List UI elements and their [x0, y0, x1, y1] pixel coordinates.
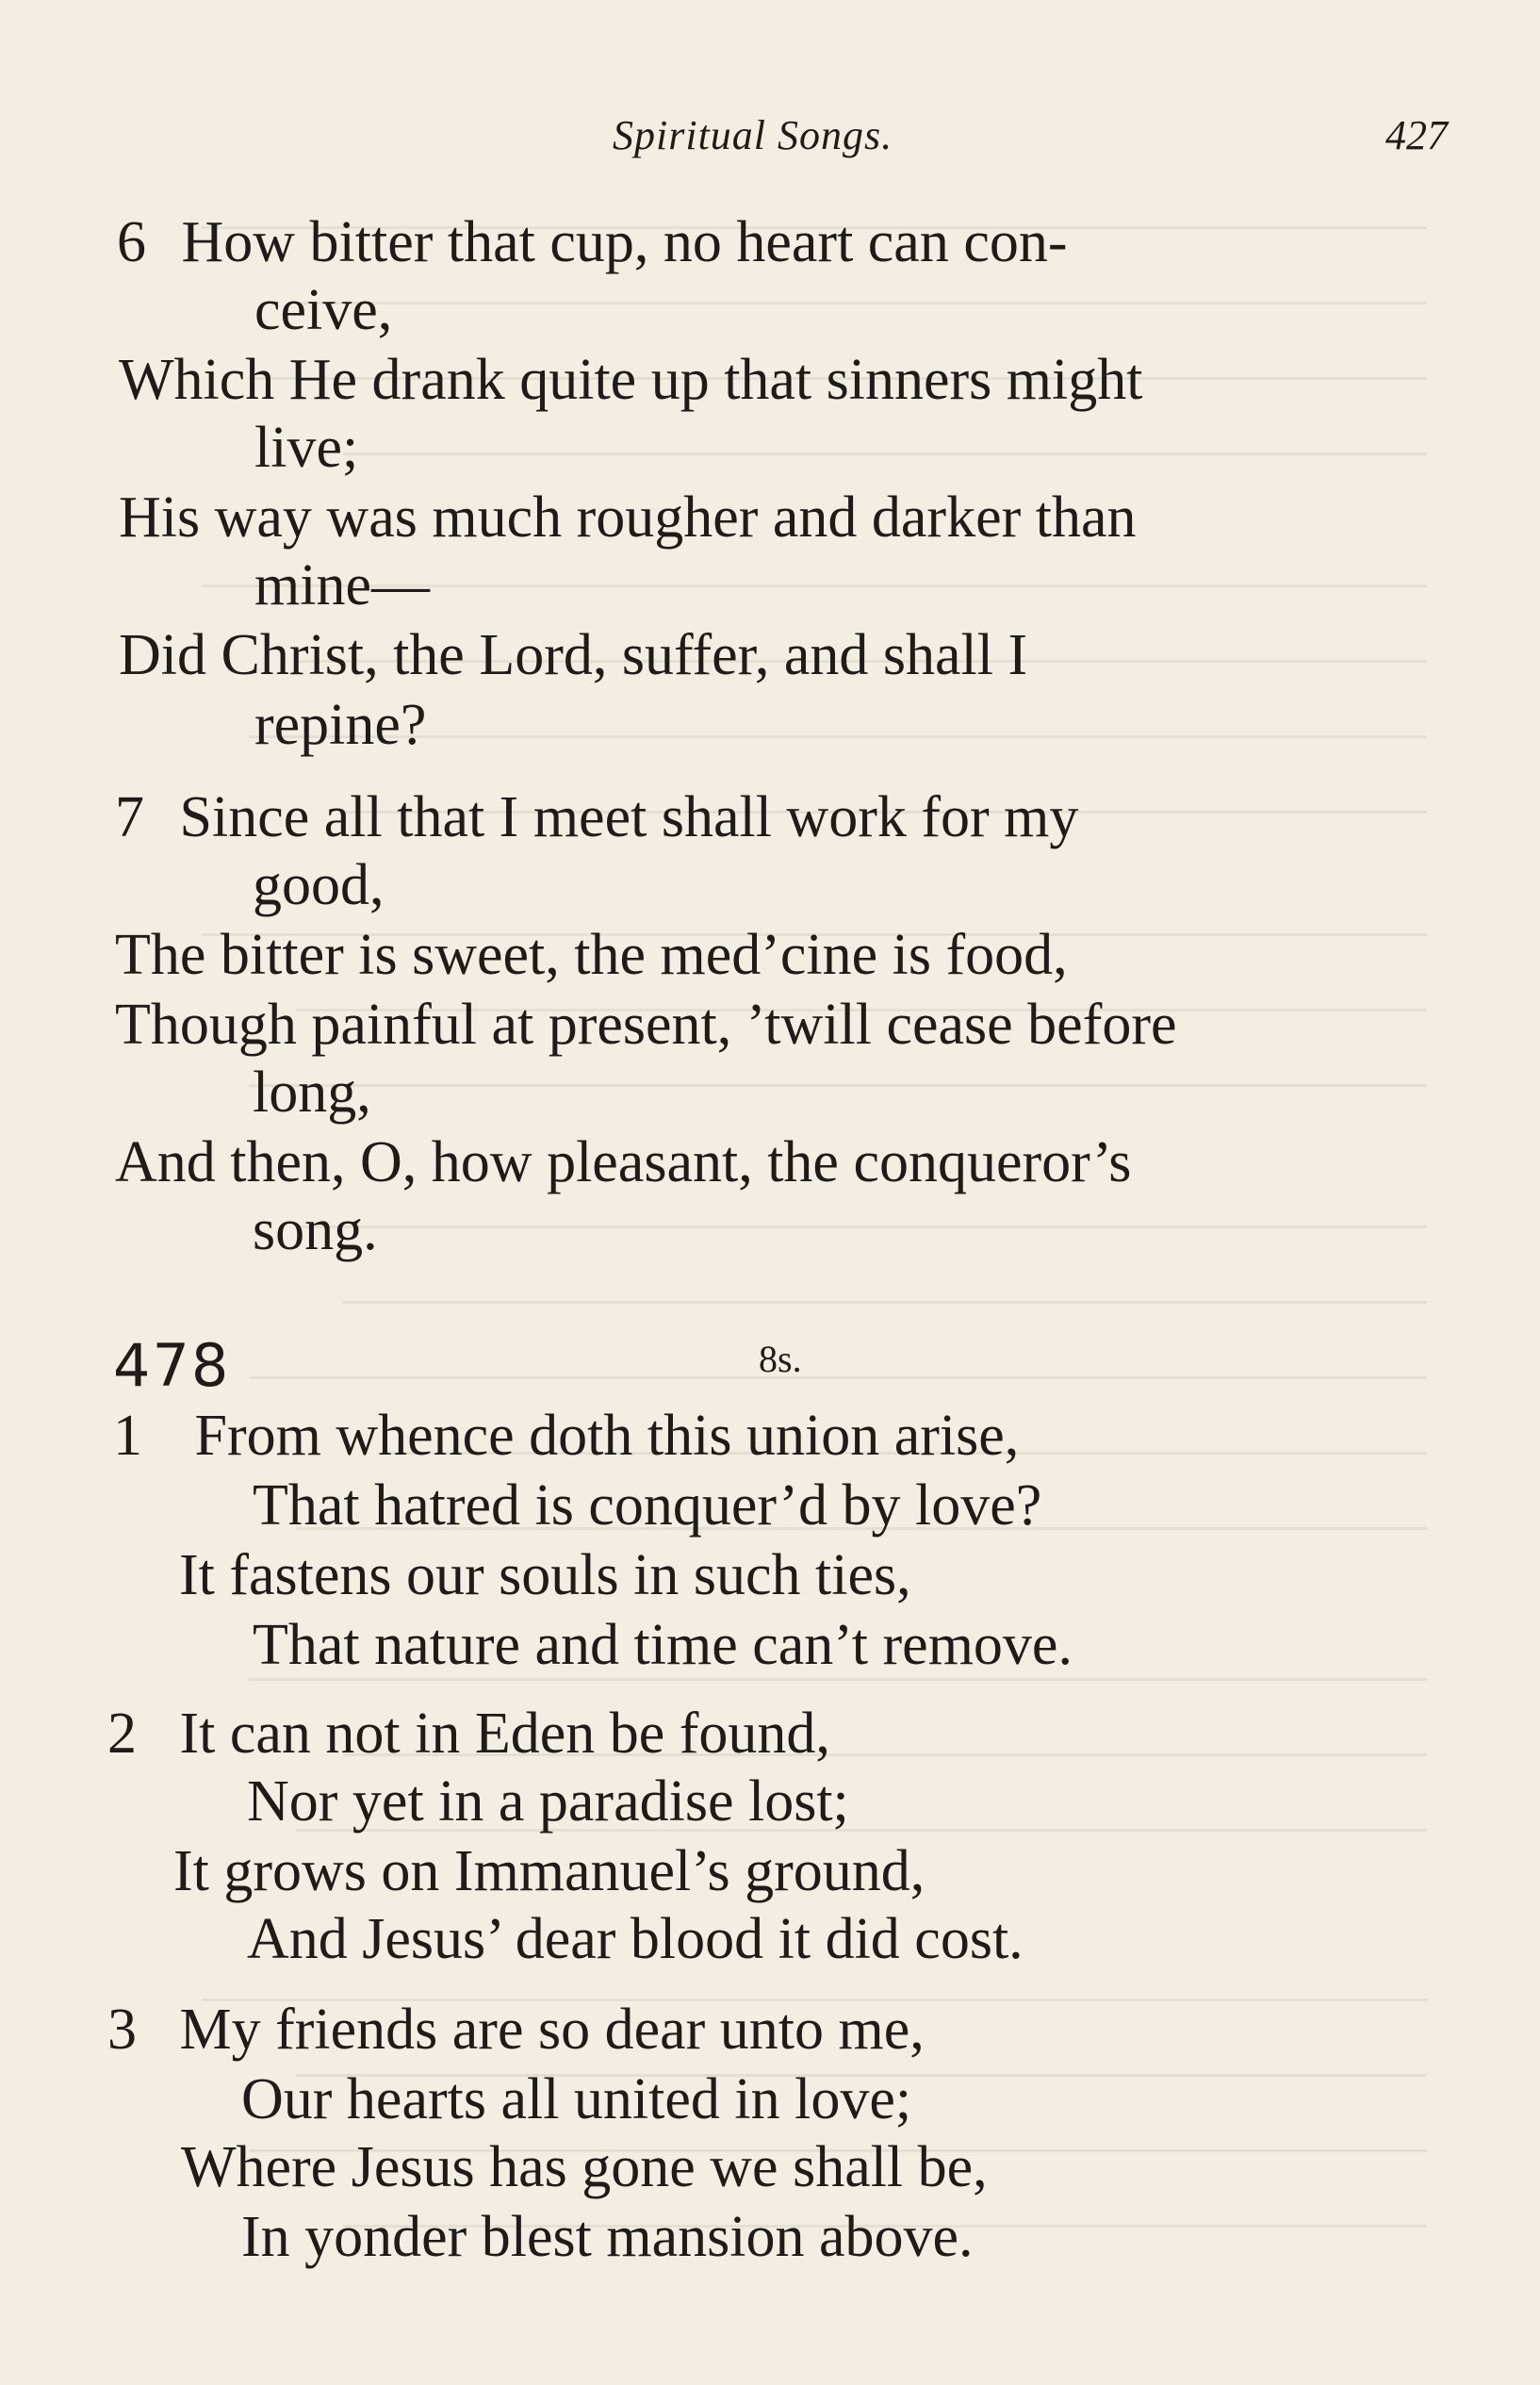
- hymn-478-stanza-2-line-3: It grows on Immanuel’s ground,: [173, 1839, 926, 1903]
- stanza-6-line-6: mine—: [254, 553, 430, 617]
- stanza-6-line-1: 6 How bitter that cup, no heart can con-: [117, 210, 1068, 274]
- hymn-478-stanza-2-line-1: 2 It can not in Eden be found,: [107, 1702, 830, 1766]
- stanza-number: 3: [107, 1998, 137, 2062]
- page-number: 427: [1385, 112, 1448, 158]
- stanza-number: 6: [117, 210, 146, 274]
- hymn-478-stanza-1-line-3: It fastens our souls in such ties,: [179, 1543, 911, 1607]
- stanza-7-line-7: song.: [253, 1198, 378, 1262]
- hymn-478-stanza-3-line-2: Our hearts all united in love;: [241, 2067, 912, 2131]
- hymn-478-stanza-1-line-2: That hatred is conquer’d by love?: [253, 1473, 1042, 1538]
- hymn-478-stanza-1-line-1: 1 From whence doth this union arise,: [113, 1404, 1020, 1468]
- stanza-7-line-6: And then, O, how pleasant, the conqueror’s: [115, 1130, 1132, 1194]
- stanza-number: 1: [113, 1404, 142, 1468]
- stanza-7-line-1: 7 Since all that I meet shall work for my: [115, 785, 1079, 849]
- hymn-number: 478: [113, 1331, 231, 1400]
- stanza-number: 2: [107, 1702, 137, 1766]
- hymn-478-stanza-2-line-2: Nor yet in a paradise lost;: [247, 1769, 849, 1834]
- running-head: Spiritual Songs.: [613, 112, 893, 158]
- stanza-number: 7: [115, 785, 144, 849]
- hymn-478-stanza-3-line-1: 3 My friends are so dear unto me,: [107, 1998, 925, 2062]
- stanza-6-line-8: repine?: [254, 693, 427, 757]
- stanza-7-line-4: Though painful at present, ’twill cease before: [115, 993, 1177, 1057]
- stanza-6-line-4: live;: [254, 416, 359, 480]
- hymn-478-stanza-1-line-4: That nature and time can’t remove.: [253, 1613, 1073, 1677]
- hymn-478-stanza-3-line-4: In yonder blest mansion above.: [241, 2205, 974, 2269]
- hymn-478-stanza-2-line-4: And Jesus’ dear blood it did cost.: [247, 1907, 1024, 1971]
- stanza-7-line-5: long,: [253, 1061, 371, 1125]
- stanza-7-line-2: good,: [253, 853, 385, 917]
- hymn-478-stanza-3-line-3: Where Jesus has gone we shall be,: [181, 2135, 988, 2199]
- stanza-6-line-2: ceive,: [254, 278, 393, 342]
- stanza-6-line-5: His way was much rougher and darker than: [119, 485, 1137, 550]
- stanza-6-line-3: Which He drank quite up that sinners might: [119, 348, 1143, 412]
- stanza-6-line-7: Did Christ, the Lord, suffer, and shall I: [119, 623, 1028, 687]
- hymn-meter: 8s.: [759, 1338, 802, 1380]
- stanza-7-line-3: The bitter is sweet, the med’cine is food,: [115, 923, 1068, 987]
